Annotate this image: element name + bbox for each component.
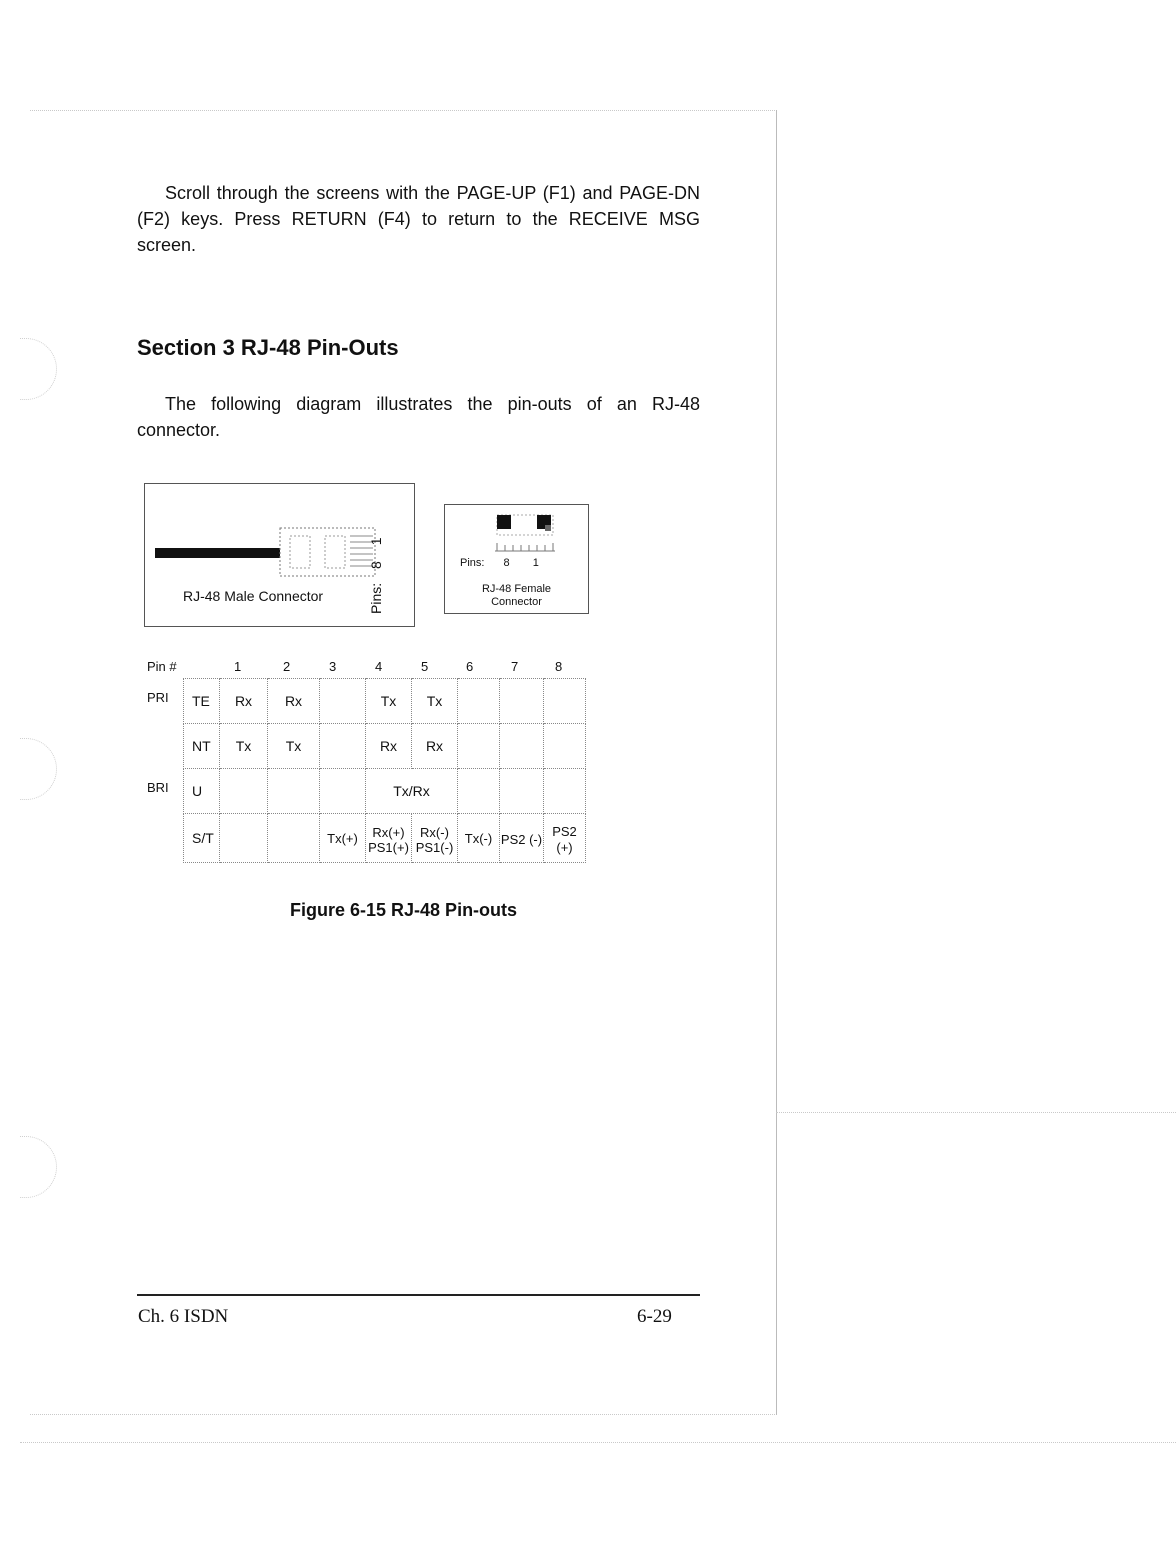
table-cell (500, 679, 544, 724)
table-cell-u-span: Tx/Rx (366, 769, 458, 814)
punch-hole-bottom (20, 1136, 57, 1198)
male-connector-box (144, 483, 415, 627)
footer-chapter: Ch. 6 ISDN (138, 1306, 229, 1327)
male-pin-1: 1 (368, 537, 384, 546)
pin-number-5: 5 (421, 659, 429, 674)
plug-body (280, 528, 375, 576)
table-cell: Tx(+) (320, 814, 366, 863)
row-label-st: S/T (184, 814, 220, 863)
scan-border-bottom2 (20, 1442, 1176, 1443)
table-cell (458, 724, 500, 769)
table-row-te (184, 679, 586, 724)
table-cell: Rx (366, 724, 412, 769)
group-label-pri: PRI (147, 690, 169, 705)
table-cell (220, 769, 268, 814)
table-cell (320, 724, 366, 769)
table-cell (320, 679, 366, 724)
table-row-st (184, 814, 586, 863)
table-cell: Tx (412, 679, 458, 724)
table-cell (544, 769, 586, 814)
row-label-te: TE (184, 679, 220, 724)
scan-border-right (776, 110, 777, 1415)
female-pin-8: 8 (503, 557, 510, 569)
table-cell: Rx (412, 724, 458, 769)
table-cell (500, 769, 544, 814)
group-label-bri: BRI (147, 780, 169, 795)
pin-number-2: 2 (283, 659, 291, 674)
table-cell (500, 724, 544, 769)
table-cell: Tx (220, 724, 268, 769)
table-cell: PS2 (-) (500, 814, 544, 863)
female-pin-1: 1 (532, 557, 539, 569)
table-cell (544, 724, 586, 769)
pin-out-table (183, 678, 586, 863)
figure-caption: Figure 6-15 RJ-48 Pin-outs (290, 900, 518, 920)
table-cell (220, 814, 268, 863)
table-cell: PS2 (+) (544, 814, 586, 863)
table-cell: Rx (220, 679, 268, 724)
pin-number-4: 4 (375, 659, 383, 674)
table-cell: Tx(-) (458, 814, 500, 863)
table-cell: Rx (268, 679, 320, 724)
pin-number-6: 6 (466, 659, 474, 674)
section-heading: Section 3 RJ-48 Pin-Outs (137, 335, 399, 360)
table-cell: Rx(+) PS1(+) (366, 814, 412, 863)
female-pins-label: Pins: (460, 557, 485, 569)
pin-number-3: 3 (329, 659, 337, 674)
male-connector-label: RJ-48 Male Connector (183, 588, 324, 604)
scan-border-mid (776, 1112, 1176, 1113)
female-connector-label: RJ-48 Female Connector (481, 583, 552, 608)
table-cell: Rx(-) PS1(-) (412, 814, 458, 863)
table-cell (268, 769, 320, 814)
scan-border-bottom (30, 1414, 775, 1415)
pin-number-8: 8 (555, 659, 563, 674)
diagram-intro-paragraph: The following diagram illustrates the pin-outs of an RJ-48 connector. (137, 394, 700, 440)
male-pin-8: 8 (368, 561, 384, 569)
table-cell (458, 769, 500, 814)
male-pins-label: Pins: (368, 582, 384, 614)
punch-hole-middle (20, 738, 57, 800)
row-label-nt: NT (184, 724, 220, 769)
male-pins-rotated (368, 514, 386, 614)
table-cell: Tx (268, 724, 320, 769)
row-label-u: U (184, 769, 220, 814)
female-pins-row (460, 557, 539, 569)
pin-header-label: Pin # (147, 659, 177, 674)
scan-border-top (30, 110, 775, 111)
table-cell: Tx (366, 679, 412, 724)
table-row-u (184, 769, 586, 814)
female-connector-box (444, 504, 589, 614)
table-cell (544, 679, 586, 724)
table-cell (268, 814, 320, 863)
table-cell (320, 769, 366, 814)
footer-rule (137, 1294, 700, 1296)
table-row-nt (184, 724, 586, 769)
pin-number-7: 7 (511, 659, 519, 674)
footer-page-number: 6-29 (637, 1306, 672, 1327)
pin-number-1: 1 (234, 659, 242, 674)
cable-shape (155, 548, 280, 558)
intro-paragraph: Scroll through the screens with the PAGE-UP (F1) and PAGE-DN (F2) keys. Press RETURN (F4) to return to the RECEIVE MSG screen. (137, 183, 700, 255)
table-cell (458, 679, 500, 724)
punch-hole-top (20, 338, 57, 400)
